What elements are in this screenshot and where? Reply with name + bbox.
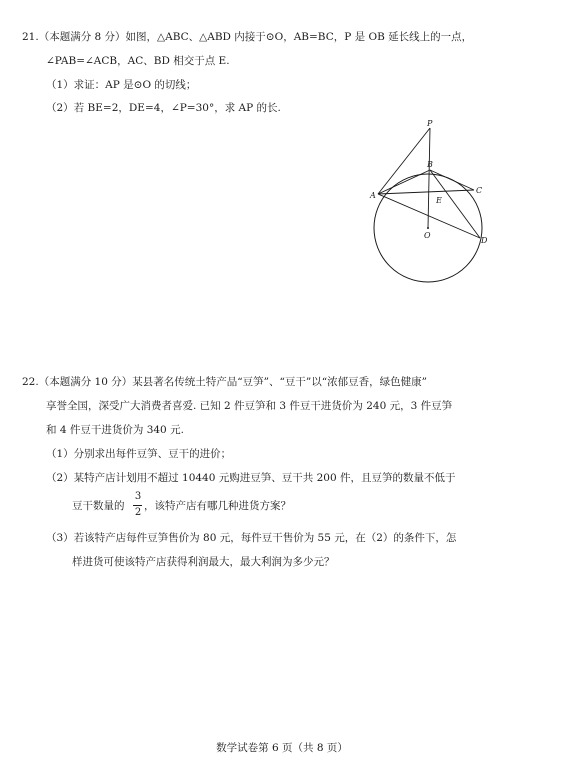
q22-part2-line2-post: ，该特产店有哪几种进货方案？ <box>144 500 291 512</box>
q22-stem-line3: 和 4 件豆干进货价为 340 元. <box>46 424 184 436</box>
q21-stem-line2: ∠PAB=∠ACB，AC、BD 相交于点 E. <box>46 55 230 67</box>
page-footer: 数学试卷第 6 页（共 8 页） <box>216 742 348 754</box>
q22-part3-line2: 样进货可使该特产店获得利润最大，最大利润为多少元？ <box>72 556 335 568</box>
q21-part1: （1）求证：AP 是⊙O 的切线； <box>46 79 197 91</box>
fraction-denominator: 2 <box>134 507 142 518</box>
label-e: E <box>436 196 442 205</box>
segment-bc <box>430 170 474 190</box>
q21-geometry-figure <box>0 0 564 300</box>
segment-po <box>428 128 430 228</box>
q22-part1: （1）分别求出每件豆笋、豆干的进价； <box>46 448 232 460</box>
fraction-numerator: 3 <box>134 491 142 502</box>
q21-stem-line1: 21.（本题满分 8 分）如图，△ABC、△ABD 内接于⊙O，AB=BC，P 是 OB 延长线上的一点， <box>22 31 473 43</box>
q22-part3-line1: （3）若该特产店每件豆笋售价为 80 元，每件豆干售价为 55 元，在（2）的条件下，怎 <box>46 532 457 544</box>
label-d: D <box>481 236 488 245</box>
point-o <box>427 227 429 229</box>
label-c: C <box>476 186 483 195</box>
segment-ac <box>378 190 474 194</box>
label-a: A <box>370 191 376 200</box>
segment-pa <box>378 128 430 194</box>
label-b: B <box>427 160 433 169</box>
q22-part2-line2-pre: 豆干数量的 <box>72 500 125 512</box>
label-p: P <box>427 119 433 128</box>
q22-stem-line1: 22.（本题满分 10 分）某县著名传统土特产品“豆笋”、“豆干”以“浓郁豆香，绿色健康” <box>22 376 427 388</box>
fraction-bar <box>133 505 142 506</box>
segment-ab <box>378 170 430 194</box>
q22-stem-line2: 享誉全国，深受广大消费者喜爱. 已知 2 件豆笋和 3 件豆干进货价为 240 元，3 件豆笋 <box>46 400 453 412</box>
q22-part2-line1: （2）某特产店计划用不超过 10440 元购进豆笋、豆干共 200 件，且豆笋的数量不低于 <box>46 472 456 484</box>
label-o: O <box>424 231 431 240</box>
q21-part2: （2）若 BE=2，DE=4，∠P=30°，求 AP 的长. <box>46 102 281 114</box>
